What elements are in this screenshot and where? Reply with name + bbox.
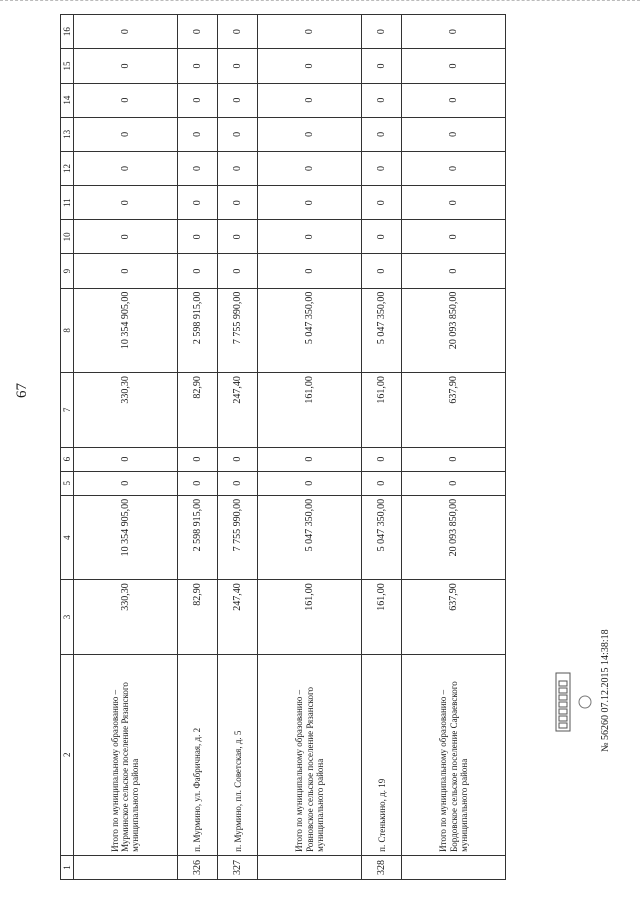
cell-c8: 5 047 350,00 — [361, 288, 401, 372]
col-header: 4 — [61, 495, 74, 579]
row-index — [258, 855, 362, 879]
col-header: 14 — [61, 83, 74, 117]
cell-c16: 0 — [258, 15, 362, 49]
row-name: п. Мурмино, пл. Советская, д. 5 — [217, 654, 257, 855]
cell-c12: 0 — [402, 151, 506, 185]
table-row — [402, 15, 506, 880]
table-container — [60, 14, 506, 880]
cell-c11: 0 — [217, 186, 257, 220]
cell-c11: 0 — [177, 186, 217, 220]
cell-c5: 0 — [361, 471, 401, 495]
table-row — [361, 15, 401, 880]
cell-c10: 0 — [217, 220, 257, 254]
cell-c10: 0 — [258, 220, 362, 254]
data-table — [60, 14, 506, 880]
col-header: 6 — [61, 447, 74, 471]
cell-c16: 0 — [361, 15, 401, 49]
top-dashed-edge — [0, 0, 640, 11]
cell-c9: 0 — [74, 254, 178, 288]
col-header: 5 — [61, 471, 74, 495]
cell-c9: 0 — [402, 254, 506, 288]
cell-c16: 0 — [177, 15, 217, 49]
cell-c5: 0 — [74, 471, 178, 495]
cell-c7: 637,90 — [402, 373, 506, 447]
cell-c9: 0 — [258, 254, 362, 288]
cell-c4: 20 093 850,00 — [402, 495, 506, 579]
col-header: 3 — [61, 580, 74, 654]
cell-c4: 5 047 350,00 — [258, 495, 362, 579]
cell-c15: 0 — [177, 49, 217, 83]
cell-c13: 0 — [258, 117, 362, 151]
cell-c4: 5 047 350,00 — [361, 495, 401, 579]
cell-c4: 2 598 915,00 — [177, 495, 217, 579]
col-header: 2 — [61, 654, 74, 855]
table-row — [74, 15, 178, 880]
cell-c4: 10 354 905,00 — [74, 495, 178, 579]
col-header: 15 — [61, 49, 74, 83]
row-index: 327 — [217, 855, 257, 879]
row-name: Итого по муниципальному образованию – Бордовское сельское поселение Сараевского муниципального района — [402, 654, 506, 855]
cell-c7: 161,00 — [258, 373, 362, 447]
cell-c14: 0 — [177, 83, 217, 117]
row-name: п. Стенькино, д. 19 — [361, 654, 401, 855]
cell-c14: 0 — [217, 83, 257, 117]
table-row — [217, 15, 257, 880]
cell-c12: 0 — [177, 151, 217, 185]
cell-c12: 0 — [74, 151, 178, 185]
cell-c13: 0 — [402, 117, 506, 151]
cell-c8: 7 755 990,00 — [217, 288, 257, 372]
cell-c11: 0 — [361, 186, 401, 220]
cell-c8: 5 047 350,00 — [258, 288, 362, 372]
cell-c13: 0 — [74, 117, 178, 151]
cell-c8: 20 093 850,00 — [402, 288, 506, 372]
cell-c11: 0 — [74, 186, 178, 220]
cell-c9: 0 — [217, 254, 257, 288]
cell-c15: 0 — [74, 49, 178, 83]
row-name: Итого по муниципальному образованию – Ровновское сельское поселение Рязанского муниципального района — [258, 654, 362, 855]
cell-c11: 0 — [258, 186, 362, 220]
cell-c7: 82,90 — [177, 373, 217, 447]
cell-c14: 0 — [258, 83, 362, 117]
cell-c7: 161,00 — [361, 373, 401, 447]
row-index — [74, 855, 178, 879]
col-header: 16 — [61, 15, 74, 49]
cell-c15: 0 — [258, 49, 362, 83]
cell-c13: 0 — [177, 117, 217, 151]
cell-c12: 0 — [258, 151, 362, 185]
col-header: 13 — [61, 117, 74, 151]
table-row — [258, 15, 362, 880]
cell-c3: 161,00 — [361, 580, 401, 654]
cell-c13: 0 — [217, 117, 257, 151]
col-header: 12 — [61, 151, 74, 185]
cell-c3: 330,30 — [74, 580, 178, 654]
cell-c6: 0 — [402, 447, 506, 471]
col-header: 11 — [61, 186, 74, 220]
header-row — [61, 15, 74, 880]
cell-c15: 0 — [402, 49, 506, 83]
cell-c7: 330,30 — [74, 373, 178, 447]
cell-c3: 82,90 — [177, 580, 217, 654]
cell-c5: 0 — [177, 471, 217, 495]
cell-c8: 2 598 915,00 — [177, 288, 217, 372]
cell-c11: 0 — [402, 186, 506, 220]
cell-c12: 0 — [361, 151, 401, 185]
cell-c16: 0 — [74, 15, 178, 49]
cell-c16: 0 — [402, 15, 506, 49]
cell-c5: 0 — [258, 471, 362, 495]
cell-c5: 0 — [402, 471, 506, 495]
row-name: Итого по муниципальному образованию – Мурминское сельское поселение Рязанского муниципального района — [74, 654, 178, 855]
cell-c8: 10 354 905,00 — [74, 288, 178, 372]
cell-c7: 247,40 — [217, 373, 257, 447]
cell-c3: 637,90 — [402, 580, 506, 654]
col-header: 1 — [61, 855, 74, 879]
cell-c6: 0 — [258, 447, 362, 471]
col-header: 7 — [61, 373, 74, 447]
cell-c14: 0 — [361, 83, 401, 117]
cell-c16: 0 — [217, 15, 257, 49]
cell-c15: 0 — [217, 49, 257, 83]
row-name: п. Мурмино, ул. Фабричная, д. 2 — [177, 654, 217, 855]
cell-c6: 0 — [361, 447, 401, 471]
cell-c6: 0 — [177, 447, 217, 471]
footer-stamp-text: № 56260 07.12.2015 14:38:18 — [600, 629, 611, 752]
row-index: 326 — [177, 855, 217, 879]
cell-c14: 0 — [74, 83, 178, 117]
cell-c12: 0 — [217, 151, 257, 185]
cell-c10: 0 — [74, 220, 178, 254]
cell-c10: 0 — [402, 220, 506, 254]
cell-c6: 0 — [74, 447, 178, 471]
col-header: 10 — [61, 220, 74, 254]
cell-c15: 0 — [361, 49, 401, 83]
cell-c9: 0 — [177, 254, 217, 288]
cell-c4: 7 755 990,00 — [217, 495, 257, 579]
row-index — [402, 855, 506, 879]
row-index: 328 — [361, 855, 401, 879]
cell-c13: 0 — [361, 117, 401, 151]
table-row — [177, 15, 217, 880]
cell-c5: 0 — [217, 471, 257, 495]
cell-c6: 0 — [217, 447, 257, 471]
cell-c14: 0 — [402, 83, 506, 117]
cell-c3: 247,40 — [217, 580, 257, 654]
cell-c9: 0 — [361, 254, 401, 288]
col-header: 8 — [61, 288, 74, 372]
col-header: 9 — [61, 254, 74, 288]
cell-c10: 0 — [361, 220, 401, 254]
page-number: 67 — [14, 383, 30, 398]
cell-c3: 161,00 — [258, 580, 362, 654]
cell-c10: 0 — [177, 220, 217, 254]
